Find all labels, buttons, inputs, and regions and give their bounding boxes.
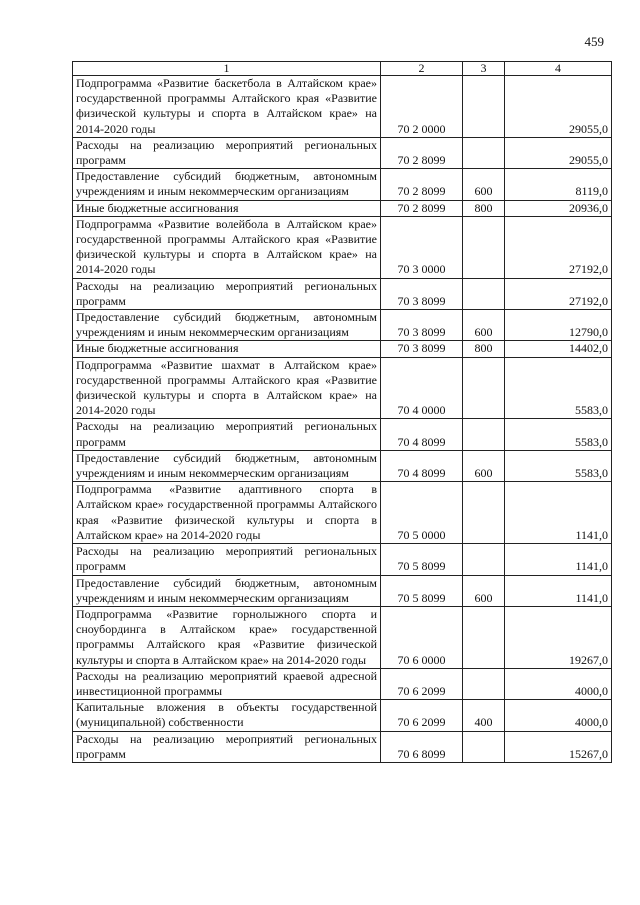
row-expense-type — [463, 137, 505, 168]
row-code: 70 3 8099 — [381, 341, 463, 357]
table-row — [73, 450, 612, 481]
row-code: 70 4 8099 — [381, 419, 463, 450]
table-row — [73, 575, 612, 606]
header-col-1: 1 — [73, 62, 381, 76]
table-header-row — [73, 62, 612, 76]
row-description: Подпрограмма «Развитие шахмат в Алтайском крае» государственной программы Алтайского края «Развитие физической культуры и спорта в Алтайском крае» на 2014-2020 годы — [73, 357, 381, 419]
row-expense-type — [463, 668, 505, 699]
row-code: 70 6 8099 — [381, 731, 463, 762]
row-amount: 19267,0 — [505, 606, 612, 668]
row-expense-type: 400 — [463, 700, 505, 731]
row-code: 70 2 8099 — [381, 137, 463, 168]
row-amount: 12790,0 — [505, 310, 612, 341]
row-description: Предоставление субсидий бюджетным, автономным учреждениям и иным некоммерческим организациям — [73, 169, 381, 200]
row-code: 70 6 0000 — [381, 606, 463, 668]
row-amount: 4000,0 — [505, 700, 612, 731]
row-description: Расходы на реализацию мероприятий региональных программ — [73, 731, 381, 762]
row-expense-type — [463, 76, 505, 138]
table-row — [73, 606, 612, 668]
row-description: Подпрограмма «Развитие волейбола в Алтайском крае» государственной программы Алтайского края «Развитие физической культуры и спорта в Алтайском крае» на 2014-2020 годы — [73, 216, 381, 278]
row-amount: 1141,0 — [505, 482, 612, 544]
row-description: Расходы на реализацию мероприятий краевой адресной инвестиционной программы — [73, 668, 381, 699]
row-expense-type — [463, 216, 505, 278]
row-code: 70 2 8099 — [381, 169, 463, 200]
table-row — [73, 700, 612, 731]
row-expense-type — [463, 357, 505, 419]
row-description: Расходы на реализацию мероприятий региональных программ — [73, 278, 381, 309]
table-row — [73, 482, 612, 544]
row-amount: 20936,0 — [505, 200, 612, 216]
row-code: 70 3 8099 — [381, 310, 463, 341]
row-code: 70 5 0000 — [381, 482, 463, 544]
row-amount: 15267,0 — [505, 731, 612, 762]
row-expense-type — [463, 278, 505, 309]
row-description: Расходы на реализацию мероприятий региональных программ — [73, 137, 381, 168]
row-code: 70 5 8099 — [381, 544, 463, 575]
table-row — [73, 76, 612, 138]
row-expense-type: 600 — [463, 169, 505, 200]
row-expense-type: 600 — [463, 575, 505, 606]
row-code: 70 6 2099 — [381, 668, 463, 699]
row-code: 70 2 0000 — [381, 76, 463, 138]
row-description: Капитальные вложения в объекты государственной (муниципальной) собственности — [73, 700, 381, 731]
row-code: 70 6 2099 — [381, 700, 463, 731]
table-row — [73, 731, 612, 762]
row-amount: 4000,0 — [505, 668, 612, 699]
table-row — [73, 137, 612, 168]
page-number: 459 — [584, 34, 604, 49]
row-amount: 27192,0 — [505, 278, 612, 309]
row-code: 70 4 8099 — [381, 450, 463, 481]
row-code: 70 5 8099 — [381, 575, 463, 606]
row-amount: 5583,0 — [505, 419, 612, 450]
row-amount: 1141,0 — [505, 544, 612, 575]
row-expense-type: 800 — [463, 200, 505, 216]
table-row — [73, 341, 612, 357]
row-amount: 29055,0 — [505, 137, 612, 168]
table-row — [73, 169, 612, 200]
row-code: 70 3 8099 — [381, 278, 463, 309]
row-description: Предоставление субсидий бюджетным, автономным учреждениям и иным некоммерческим организациям — [73, 310, 381, 341]
header-col-4: 4 — [505, 62, 612, 76]
row-description: Подпрограмма «Развитие баскетбола в Алтайском крае» государственной программы Алтайского края «Развитие физической культуры и спорта в Алтайском крае» на 2014-2020 годы — [73, 76, 381, 138]
row-expense-type: 600 — [463, 310, 505, 341]
row-expense-type — [463, 606, 505, 668]
row-description: Предоставление субсидий бюджетным, автономным учреждениям и иным некоммерческим организациям — [73, 450, 381, 481]
row-description: Иные бюджетные ассигнования — [73, 341, 381, 357]
row-amount: 29055,0 — [505, 76, 612, 138]
row-description: Расходы на реализацию мероприятий региональных программ — [73, 419, 381, 450]
row-amount: 8119,0 — [505, 169, 612, 200]
row-code: 70 4 0000 — [381, 357, 463, 419]
row-expense-type — [463, 482, 505, 544]
table-row — [73, 310, 612, 341]
row-description: Подпрограмма «Развитие адаптивного спорта в Алтайском крае» государственной программы Алтайского края «Развитие физической культуры и спорта в Алтайском крае» на 2014-2020 годы — [73, 482, 381, 544]
table-row — [73, 200, 612, 216]
table-row — [73, 357, 612, 419]
table-row — [73, 419, 612, 450]
row-amount: 1141,0 — [505, 575, 612, 606]
row-expense-type — [463, 419, 505, 450]
table-row — [73, 216, 612, 278]
row-expense-type: 800 — [463, 341, 505, 357]
row-expense-type — [463, 731, 505, 762]
row-code: 70 3 0000 — [381, 216, 463, 278]
table-row — [73, 278, 612, 309]
row-description: Иные бюджетные ассигнования — [73, 200, 381, 216]
header-col-3: 3 — [463, 62, 505, 76]
table-row — [73, 668, 612, 699]
row-expense-type: 600 — [463, 450, 505, 481]
row-amount: 14402,0 — [505, 341, 612, 357]
row-code: 70 2 8099 — [381, 200, 463, 216]
row-amount: 27192,0 — [505, 216, 612, 278]
row-description: Предоставление субсидий бюджетным, автономным учреждениям и иным некоммерческим организациям — [73, 575, 381, 606]
row-amount: 5583,0 — [505, 450, 612, 481]
row-amount: 5583,0 — [505, 357, 612, 419]
header-col-2: 2 — [381, 62, 463, 76]
row-description: Подпрограмма «Развитие горнолыжного спорта и сноубординга в Алтайском крае» государственной программы Алтайского края «Развитие физической культуры и спорта в Алтайском крае» на 2014-2020 годы — [73, 606, 381, 668]
row-description: Расходы на реализацию мероприятий региональных программ — [73, 544, 381, 575]
table-row — [73, 544, 612, 575]
budget-table — [72, 61, 612, 763]
row-expense-type — [463, 544, 505, 575]
